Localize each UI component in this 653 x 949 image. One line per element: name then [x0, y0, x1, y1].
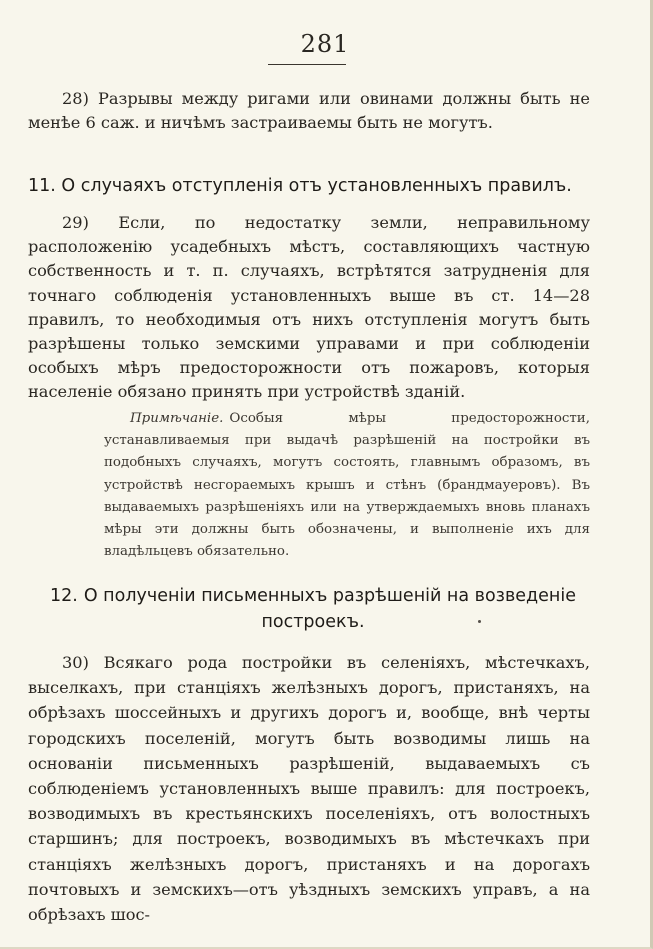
section-12-number: 12. [49, 586, 78, 606]
paragraph-30: 30) Всякаго рода постройки въ селеніяхъ, мѣстечкахъ, выселкахъ, при станціяхъ желѣзныхъ дорогъ, пристаняхъ, на обрѣзахъ шоссейныхъ и другихъ дорогъ и, вообще, внѣ черты городскихъ поселеній, могутъ быть возводимы лишь на основаніи письменныхъ разрѣшеній, выдаваемыхъ съ соблюденіемъ установленныхъ выше правилъ: для построекъ, возводимыхъ въ крестьянскихъ поселеніяхъ, отъ волостныхъ старшинъ; для построекъ, возводимыхъ въ мѣстечкахъ при станціяхъ желѣзныхъ дорогъ, пристаняхъ и на дорогахъ почтовыхъ и земскихъ—отъ уѣздныхъ земскихъ управъ, а на обрѣзахъ шос- [28, 653, 590, 925]
paragraph-28: 28) Разрывы между ригами или овинами должны быть не менѣе 6 саж. и ничѣмъ застраиваемы быть не могутъ. [28, 89, 590, 133]
print-speck [478, 620, 481, 623]
page-number-rule [268, 64, 346, 65]
note-block [104, 408, 590, 563]
paragraph-29: 29) Если, по недостатку земли, неправильному расположенію усадебныхъ мѣстъ, составляющихъ частную собственность и т. п. случаяхъ, встрѣтятся затрудненія для точнаго соблюденія установленныхъ выше въ ст. 14—28 правилъ, то необходимыя отъ нихъ отступленія могутъ быть разрѣшены только земскими управами и при соблюденіи особыхъ мѣръ предосторожности отъ пожаровъ, которыя населеніе обязано принять при устройствѣ зданій. [28, 213, 590, 402]
page-number: 281 [300, 30, 350, 58]
note-text: Особыя мѣры предосторожности, устанавливаемыя при выдачѣ разрѣшеній на постройки въ подобныхъ случаяхъ, могутъ состоять, главнымъ образомъ, въ устройствѣ несгораемыхъ крышъ и стѣнъ (брандмауеровъ). Въ выдаваемыхъ разрѣшеніяхъ или на утверждаемыхъ вновь планахъ мѣры эти должны быть обозначены, и выполненіе ихъ для владѣльцевъ обязательно. [104, 411, 590, 560]
section-12-title: О полученіи письменныхъ разрѣшеній на возведеніе построекъ. [83, 586, 576, 632]
section-11-title: О случаяхъ отступленія отъ установленныхъ правилъ. [61, 176, 572, 196]
note-label: Примѣчаніе. [130, 411, 224, 426]
section-11-number: 11. [28, 176, 56, 196]
section-11-heading [28, 173, 598, 199]
section-12-heading [28, 583, 598, 635]
